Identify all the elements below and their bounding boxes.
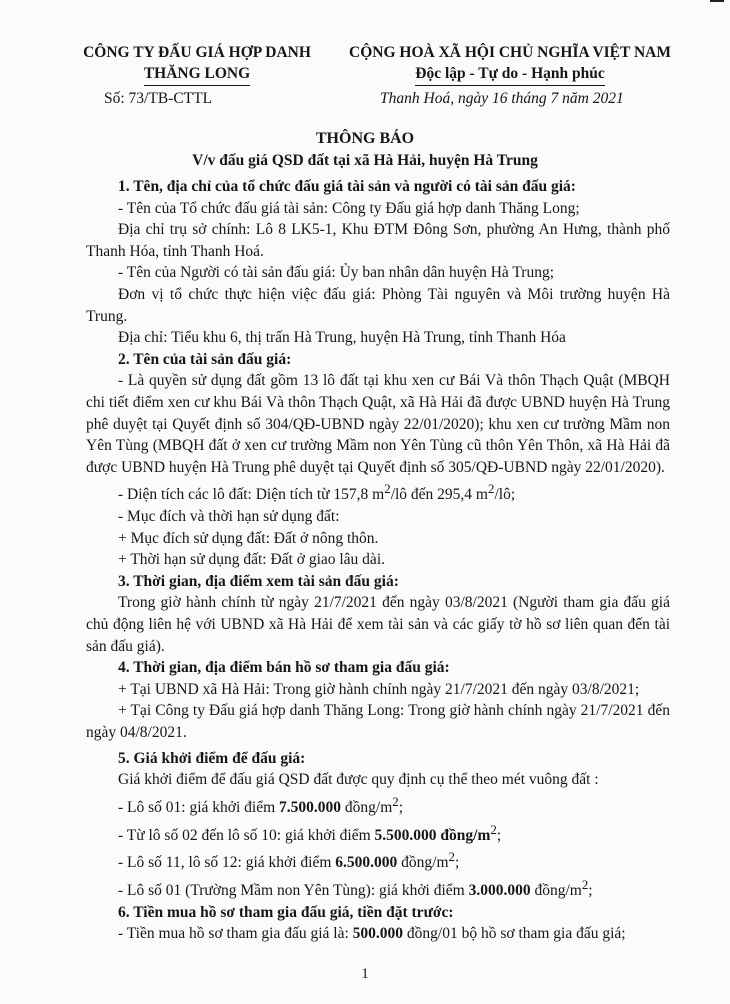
section-1-heading: 1. Tên, địa chỉ của tổ chức đấu giá tài sản và người có tài sản đấu giá: bbox=[118, 178, 576, 195]
organization-header bbox=[72, 42, 322, 86]
date-line: Thanh Hoá, ngày 16 tháng 7 năm 2021 bbox=[380, 90, 624, 107]
area-paragraph: - Diện tích các lô đất: Diện tích từ 157,8 $m^2/lô$ đến 295,4 $m^2/lô$; bbox=[118, 481, 516, 504]
paragraph: Đơn vị tổ chức thực hiện việc đấu giá: Phòng Tài nguyên và Môi trường huyện Hà Trung. bbox=[86, 285, 670, 325]
price-item: - Lô số 01: giá khởi điểm 7.500.000 đồng/$m^2$; bbox=[118, 793, 404, 816]
paragraph: + Thời hạn sử dụng đất: Đất ở giao lâu dài. bbox=[118, 551, 385, 569]
section-5-heading: 5. Giá khởi điểm để đấu giá: bbox=[118, 749, 306, 767]
document-body bbox=[86, 176, 670, 945]
paragraph: - Tên của Tổ chức đấu giá tài sản: Công ty Đấu giá hợp danh Thăng Long; bbox=[118, 199, 580, 217]
paragraph: - Tiền mua hồ sơ tham gia đấu giá là: 500.000 đồng/01 bộ hồ sơ tham gia đấu giá; bbox=[118, 925, 626, 943]
paragraph: Trong giờ hành chính từ ngày 21/7/2021 đến ngày 03/8/2021 (Người tham gia đấu giá chủ động liên hệ với UBND xã Hà Hải để xem tài sản và các giấy tờ hồ sơ liên quan đến tài sản đấu giá). bbox=[86, 594, 670, 655]
section-3-heading: 3. Thời gian, địa điểm xem tài sản đấu giá: bbox=[118, 572, 399, 590]
paragraph: - Tên của Người có tài sản đấu giá: Ủy ban nhân dân huyện Hà Trung; bbox=[118, 264, 555, 282]
page-number: 1 bbox=[361, 966, 369, 982]
paragraph: + Tại Công ty Đấu giá hợp danh Thăng Long: Trong giờ hành chính ngày 21/7/2021 đến ngày 04/8/2021. bbox=[86, 702, 670, 741]
price-item: - Từ lô số 02 đến lô số 10: giá khởi điểm 5.500.000 đồng/$m^2$; bbox=[118, 821, 502, 844]
nation-title: CỘNG HOÀ XÃ HỘI CHỦ NGHĨA VIỆT NAM bbox=[349, 44, 671, 61]
org-name: CÔNG TY ĐẤU GIÁ HỢP DANH bbox=[83, 44, 311, 61]
paragraph: + Tại UBND xã Hà Hải: Trong giờ hành chính ngày 21/7/2021 đến ngày 03/8/2021; bbox=[118, 680, 640, 698]
scan-mark bbox=[710, 0, 724, 2]
paragraph: Giá khởi điểm để đấu giá QSD đất được quy định cụ thể theo mét vuông đất : bbox=[118, 771, 599, 789]
paragraph: + Mục đích sử dụng đất: Đất ở nông thôn. bbox=[118, 529, 379, 547]
reference-number: Số: 73/TB-CTTL bbox=[104, 90, 213, 107]
section-4-heading: 4. Thời gian, địa điểm bán hồ sơ tham gia đấu giá: bbox=[118, 659, 450, 677]
paragraph: - Là quyền sử dụng đất gồm 13 lô đất tại khu xen cư Bái Và thôn Thạch Quật (MBQH chi tiết điểm xen cư khu Bái Và thôn Thạch Quật, xã Hà Hải đã được UBND huyện Hà Trung phê duyệt tại Quyết định số 304/QĐ-UBND ngày 22/01/2020); khu xen cư trường Mầm non Yên Tùng (MBQH đất ở xen cư trường Mầm non Yên Tùng cũ thôn Yên Thôn, xã Hà Hải đã được UBND huyện Hà Trung phê duyệt tại Quyết định số 305/QĐ-UBND ngày 22/01/2020). bbox=[86, 372, 670, 476]
org-name-line2: THĂNG LONG bbox=[144, 63, 250, 86]
price-item: - Lô số 11, lô số 12: giá khởi điểm 6.500.000 đồng/$m^2$; bbox=[118, 849, 460, 872]
section-2-heading: 2. Tên của tài sản đấu giá: bbox=[118, 350, 292, 368]
national-header bbox=[345, 42, 675, 86]
document-subject: V/v đấu giá QSD đất tại xã Hà Hải, huyện Hà Trung bbox=[192, 152, 538, 169]
paragraph: - Mục đích và thời hạn sử dụng đất: bbox=[118, 508, 340, 526]
paragraph: Địa chỉ: Tiểu khu 6, thị trấn Hà Trung, huyện Hà Trung, tỉnh Thanh Hóa bbox=[118, 329, 566, 347]
section-6-heading: 6. Tiền mua hồ sơ tham gia đấu giá, tiền đặt trước: bbox=[118, 903, 454, 921]
price-item: - Lô số 01 (Trường Mầm non Yên Tùng): giá khởi điểm 3.000.000 đồng/$m^2$; bbox=[118, 877, 593, 900]
document-title: THÔNG BÁO bbox=[315, 130, 415, 147]
paragraph: Địa chỉ trụ sở chính: Lô 8 LK5-1, Khu ĐTM Đông Sơn, phường An Hưng, thành phố Thanh Hóa, tỉnh Thanh Hoá. bbox=[86, 221, 670, 260]
motto: Độc lập - Tự do - Hạnh phúc bbox=[415, 63, 604, 86]
